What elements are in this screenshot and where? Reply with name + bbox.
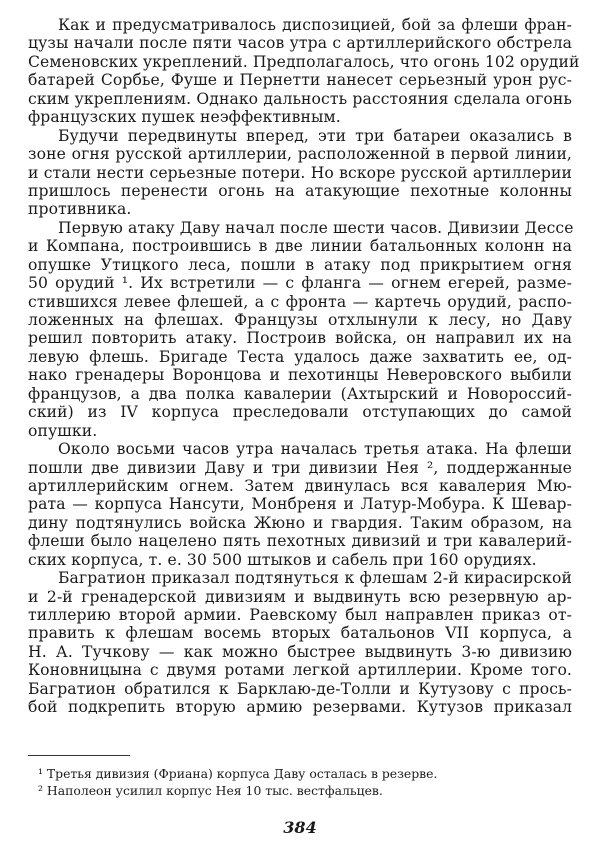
text-line: стившихся левее флешей, а с фронта — картечь орудий, распо-: [28, 292, 572, 311]
text-line: пошли две дивизии Даву и три дивизии Нея ², поддержанные: [28, 458, 572, 477]
text-line: Багратион приказал подтянуться к флешам 2-й кирасирской: [58, 569, 572, 588]
footnotes: [38, 765, 437, 799]
text-line: ских корпуса, т. е. 30 500 штыков и сабель при 160 орудиях.: [28, 550, 537, 569]
text-line: решил повторить атаку. Построив войска, он направил их на: [28, 329, 572, 348]
text-line: Багратион обратился к Барклаю-де-Толли и Кутузову с прось-: [28, 679, 572, 698]
text-line: 50 орудий ¹. Их встретили — с фланга — огнем егерей, разме-: [28, 274, 572, 293]
text-line: Коновницына с двумя ротами легкой артиллерии. Кроме того.: [28, 661, 572, 680]
text-line: зоне огня русской артиллерии, расположенной в первой линии,: [28, 145, 572, 164]
text-line: французов, а два полка кавалерии (Ахтырский и Новороссий-: [28, 384, 572, 403]
text-line: дину подтянулись войска Жюно и гвардия. Таким образом, на: [28, 513, 572, 532]
text-line: Семеновских укреплений. Предполагалось, что огонь 102 орудий: [28, 52, 580, 71]
text-line: левую флешь. Бригаде Теста удалось даже захватить ее, од-: [28, 347, 572, 366]
text-line: Как и предусматривалось диспозицией, бой за флеши фран-: [58, 16, 572, 34]
footnote-divider: [28, 755, 130, 756]
paragraph: [28, 219, 572, 440]
text-line: флеши было нацелено пять пехотных дивизий и три кавалерий-: [28, 532, 572, 551]
text-line: ским укреплениям. Однако дальность расстояния сделала огонь: [28, 89, 572, 108]
page-number: 384: [283, 818, 317, 837]
text-line: артиллерийским огнем. Затем двинулась вся кавалерия Мю-: [28, 476, 572, 495]
text-line: Будучи передвинуты вперед, эти три батареи оказались в: [58, 126, 572, 145]
text-line: Около восьми часов утра началась третья атака. На флеши: [58, 440, 572, 459]
footnote: ¹ Третья дивизия (Фриана) корпуса Даву осталась в резерве.: [38, 766, 438, 781]
text-line: и стали нести серьезные потери. Но вскоре русской артиллерии: [28, 163, 572, 182]
text-line: Первую атаку Даву начал после шести часов. Дивизии Дессе: [58, 218, 574, 237]
text-line: опушке Утицкого леса, пошли в атаку под прикрытием огня: [28, 255, 572, 274]
text-line: пришлось перенести огонь на атакующие пехотные колонны: [28, 181, 572, 200]
text-line: тиллерию второй армии. Раевскому был направлен приказ от-: [28, 606, 572, 624]
text-line: бой подкрепить вторую армию резервами. Кутузов приказал: [28, 698, 572, 717]
text-line: рата — корпуса Нансути, Монбреня и Латур-Мобура. К Шевар-: [28, 495, 572, 514]
text-line: французских пушек неэффективным.: [28, 108, 341, 127]
text-line: нако гренадеры Воронцова и пехотинцы Неверовского выбили: [28, 366, 572, 385]
footnote: ² Наполеон усилил корпус Нея 10 тыс. вестфальцев.: [38, 783, 383, 798]
paragraph: [28, 127, 572, 219]
text-line: ский) из IV корпуса преследовали отступающих до самой: [28, 403, 572, 422]
text-line: противника.: [28, 200, 132, 219]
text-line: ложенных на флешах. Французы отхлынули к лесу, но Даву: [28, 311, 572, 329]
body-text: [28, 16, 580, 717]
paragraph: [28, 569, 572, 717]
text-line: опушки.: [28, 421, 98, 440]
paragraph: [28, 16, 580, 127]
text-line: цузы начали после пяти часов утра с артиллерийского обстрела: [28, 34, 572, 53]
text-line: и Компана, построившись в две линии батальонных колонн на: [28, 237, 572, 256]
text-line: и 2-й гренадерской дивизиям и выдвинуть всю резервную ар-: [28, 587, 572, 606]
text-line: Н. А. Тучкову — как можно быстрее выдвинуть 3-ю дивизию: [28, 642, 572, 661]
text-line: батарей Сорбье, Фуше и Пернетти нанесет серьезный урон рус-: [28, 71, 572, 90]
paragraph: [28, 440, 572, 569]
text-line: править к флешам восемь вторых батальонов VII корпуса, а: [28, 624, 572, 643]
